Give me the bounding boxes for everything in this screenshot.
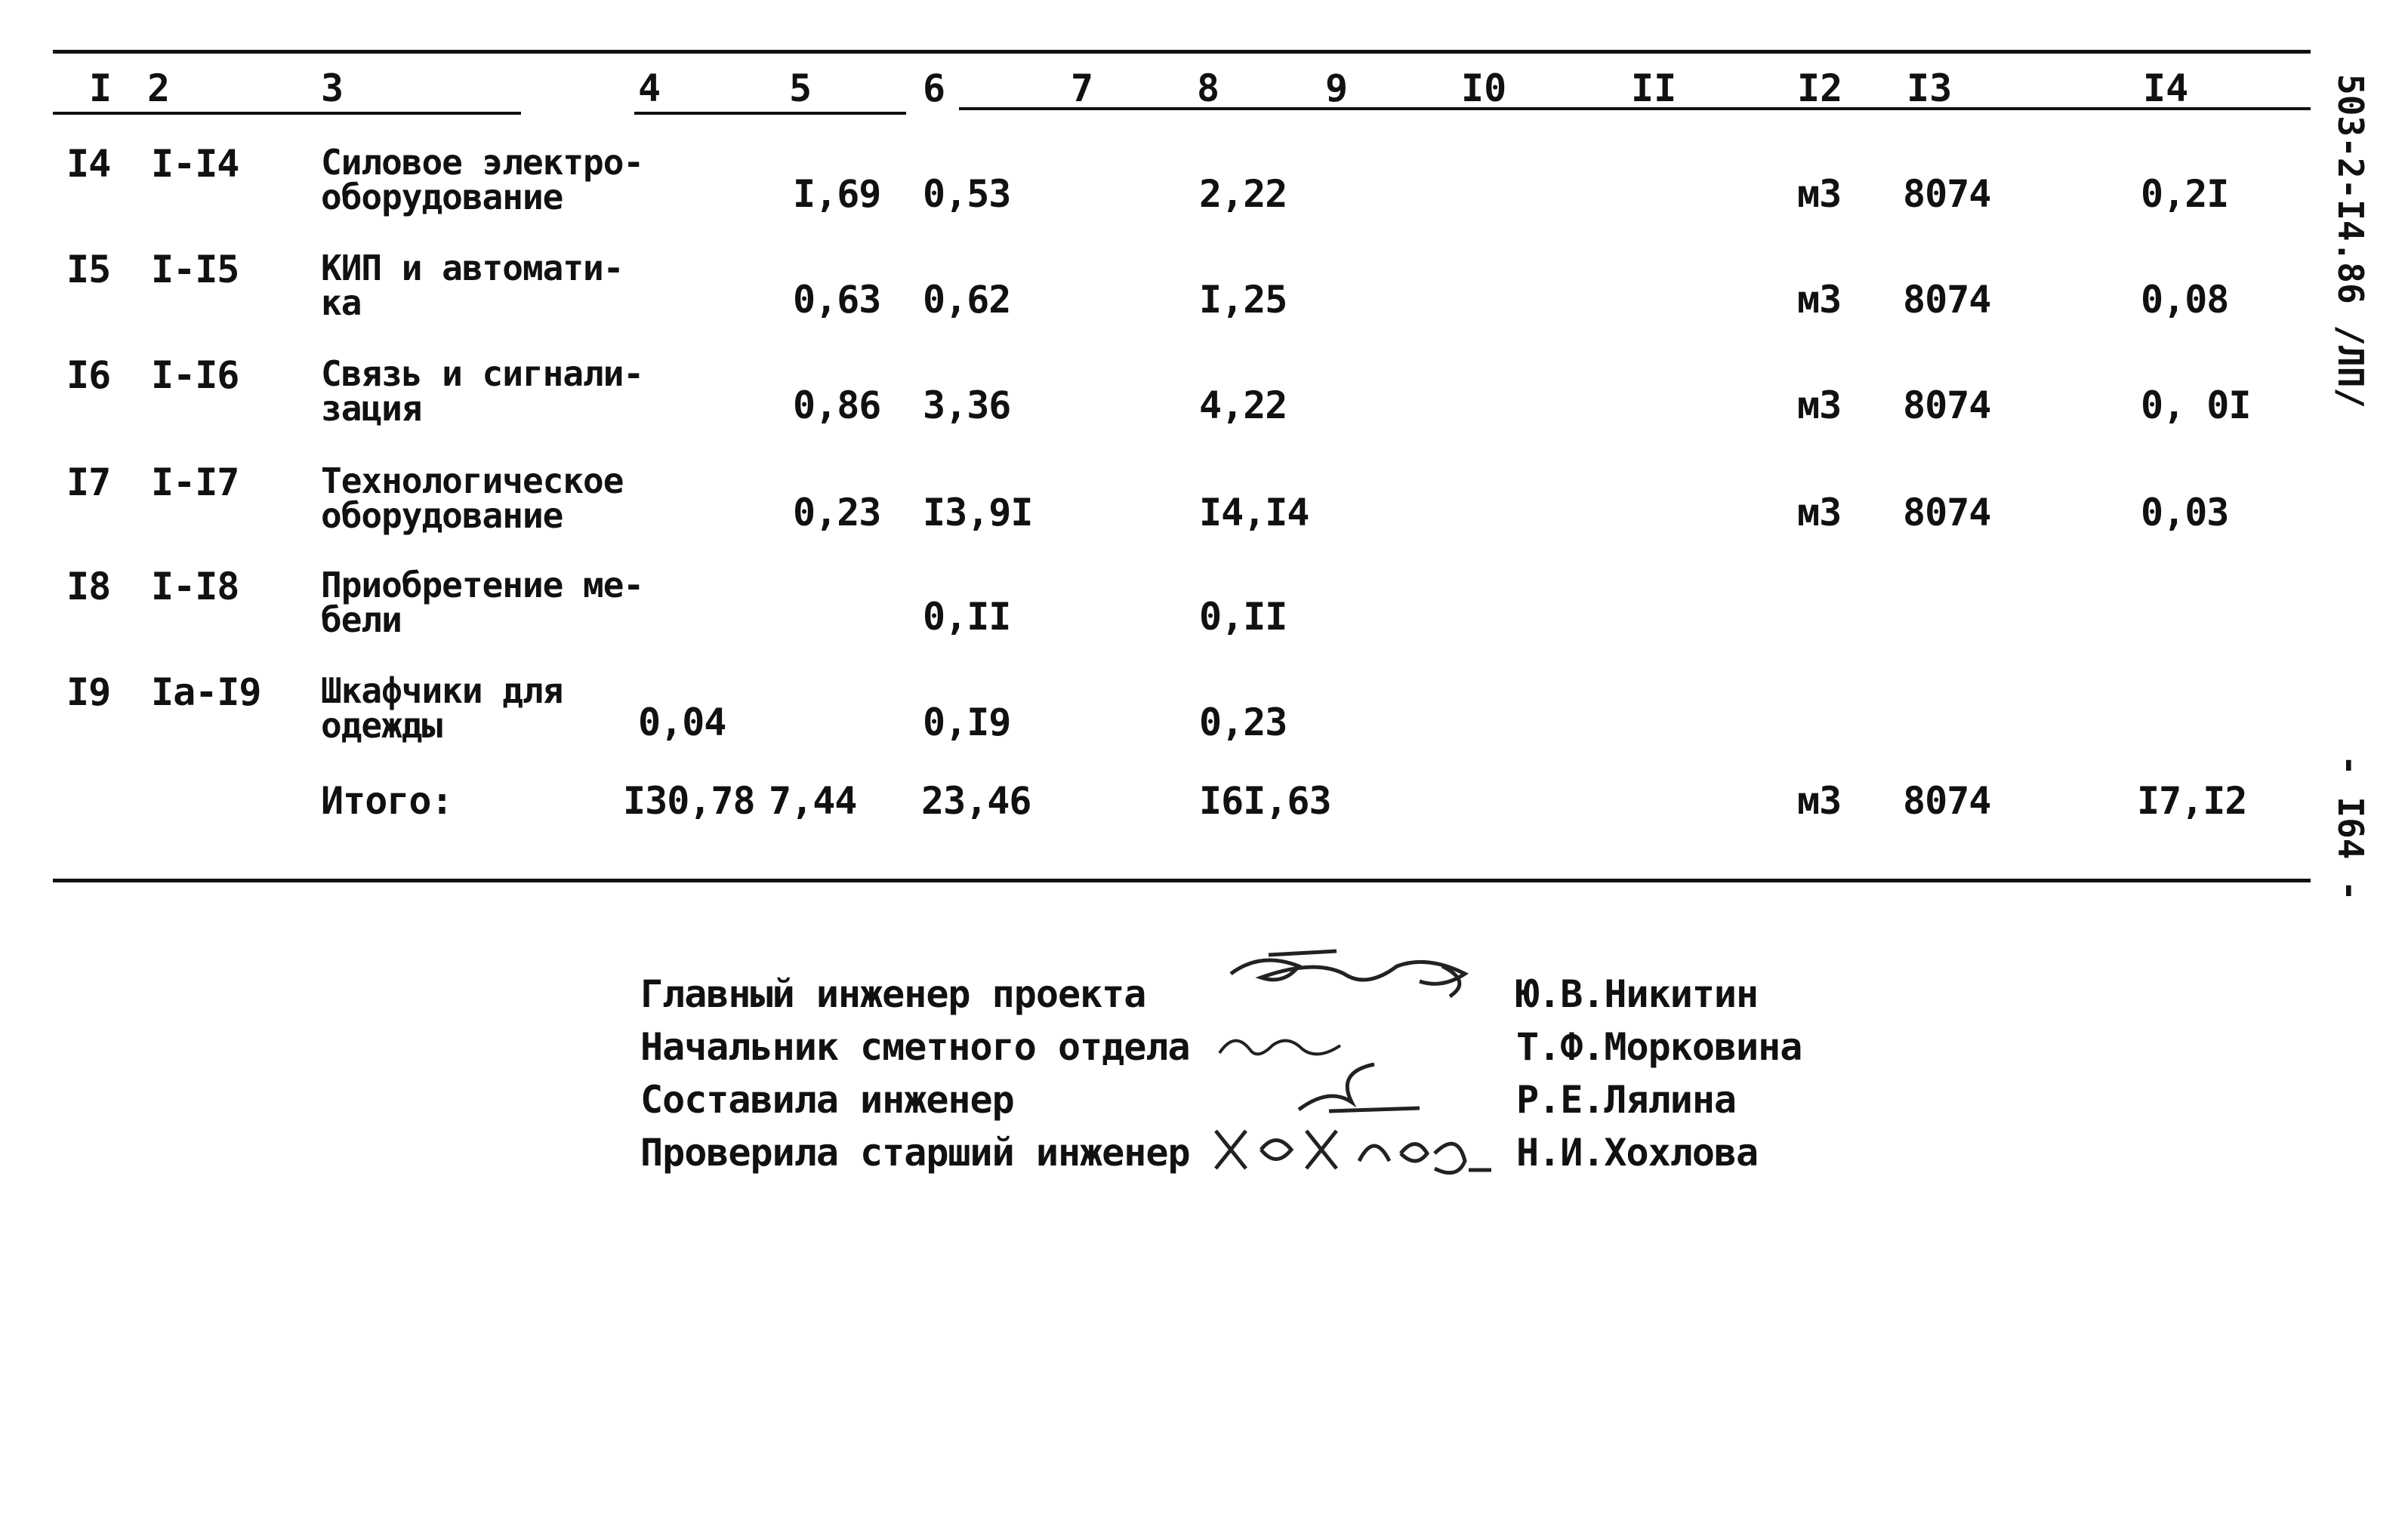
row-col13: 8074 — [1903, 383, 1991, 427]
total-col14: I7,I2 — [2137, 779, 2247, 823]
row-col5: 0,23 — [793, 491, 881, 534]
total-col6: 23,46 — [921, 779, 1031, 823]
row-col13: 8074 — [1903, 278, 1991, 322]
total-col8: I6I,63 — [1199, 779, 1331, 823]
column-header: 2 — [147, 66, 171, 110]
row-col8: 0,II — [1199, 595, 1287, 639]
row-col14: 0,03 — [2141, 491, 2229, 534]
row-code: I-I8 — [151, 565, 239, 608]
row-description-line1: КИП и автомати- — [321, 248, 624, 288]
column-header: I4 — [2143, 66, 2189, 110]
row-col8: 2,22 — [1199, 172, 1287, 216]
row-col4: 0,04 — [638, 701, 726, 744]
row-description-line1: Силовое электро- — [321, 142, 644, 183]
row-col8: I,25 — [1199, 278, 1287, 322]
signature-role-senior-engineer: Проверила старший инженер — [640, 1131, 1190, 1175]
column-header: 5 — [789, 66, 812, 110]
total-col4: I30,78 — [623, 779, 755, 823]
signature-name-khokhlova: Н.И.Хохлова — [1516, 1131, 1759, 1175]
row-number: I5 — [66, 248, 111, 291]
row-code: I-I7 — [151, 460, 239, 504]
row-col6: 3,36 — [923, 383, 1011, 427]
row-description-line2: бели — [321, 599, 402, 640]
row-col6: 0,II — [923, 595, 1011, 639]
row-description-line1: Приобретение ме- — [321, 565, 644, 605]
row-code: I-I6 — [151, 353, 239, 397]
row-col13: 8074 — [1903, 491, 1991, 534]
row-col8: 4,22 — [1199, 383, 1287, 427]
total-col13: 8074 — [1903, 779, 1991, 823]
row-number: I4 — [66, 142, 111, 186]
column-header: I2 — [1797, 66, 1843, 110]
total-col5: 7,44 — [769, 779, 857, 823]
column-header: 3 — [321, 66, 344, 110]
row-description-line1: Связь и сигнали- — [321, 353, 644, 394]
signature-role-engineer: Составила инженер — [640, 1078, 1014, 1122]
signature-role-head-estimates: Начальник сметного отдела — [640, 1025, 1190, 1069]
row-description-line1: Шкафчики для — [321, 670, 563, 711]
row-col12: м3 — [1797, 491, 1842, 534]
row-description-line2: оборудование — [321, 177, 563, 217]
row-number: I9 — [66, 670, 111, 714]
column-header: II — [1631, 66, 1677, 110]
row-description-line2: зация — [321, 388, 422, 429]
row-col8: 0,23 — [1199, 701, 1287, 744]
handwritten-signature-lyalina — [1284, 1057, 1435, 1125]
bottom-rule — [53, 879, 2311, 882]
row-number: I8 — [66, 565, 111, 608]
signature-role-chief-engineer: Главный инженер проекта — [640, 972, 1146, 1016]
row-col13: 8074 — [1903, 172, 1991, 216]
handwritten-signature-khokhlova — [1208, 1116, 1495, 1184]
column-header: 8 — [1197, 66, 1220, 110]
row-col12: м3 — [1797, 278, 1842, 322]
row-code: I-I4 — [151, 142, 239, 186]
row-col6: I3,9I — [923, 491, 1033, 534]
row-description-line1: Технологическое — [321, 460, 624, 501]
column-header: 4 — [638, 66, 661, 110]
total-label: Итого: — [321, 779, 453, 823]
column-header: 6 — [923, 66, 946, 110]
signature-name-lyalina: Р.Е.Лялина — [1516, 1078, 1737, 1122]
page-number: - I64 - — [2330, 755, 2371, 901]
row-code: I-I5 — [151, 248, 239, 291]
row-number: I6 — [66, 353, 111, 397]
row-col5: 0,86 — [793, 383, 881, 427]
column-header: I — [89, 66, 113, 110]
row-col12: м3 — [1797, 383, 1842, 427]
row-col6: 0,53 — [923, 172, 1011, 216]
row-col12: м3 — [1797, 172, 1842, 216]
column-header: I3 — [1907, 66, 1953, 110]
document-code: 503-2-I4.86 /ЛП/ — [2330, 74, 2371, 409]
row-col14: 0, 0I — [2141, 383, 2251, 427]
row-col5: 0,63 — [793, 278, 881, 322]
row-col14: 0,08 — [2141, 278, 2229, 322]
row-description-line2: оборудование — [321, 495, 563, 536]
row-col6: 0,I9 — [923, 701, 1011, 744]
signature-name-nikitin: Ю.В.Никитин — [1516, 972, 1759, 1016]
header-underline-mid — [634, 112, 906, 115]
row-description-line2: ка — [321, 282, 362, 323]
row-number: I7 — [66, 460, 111, 504]
row-code: Iа-I9 — [151, 670, 261, 714]
column-header: 9 — [1325, 66, 1349, 110]
handwritten-signature-nikitin — [1216, 944, 1488, 1012]
column-header: 7 — [1071, 66, 1094, 110]
row-col8: I4,I4 — [1199, 491, 1309, 534]
top-rule — [53, 50, 2311, 54]
signature-name-morkovina: Т.Ф.Морковина — [1516, 1025, 1802, 1069]
row-col6: 0,62 — [923, 278, 1011, 322]
header-underline-left — [53, 112, 521, 115]
row-description-line2: одежды — [321, 705, 442, 746]
row-col5: I,69 — [793, 172, 881, 216]
column-header: I0 — [1461, 66, 1507, 110]
total-col12: м3 — [1797, 779, 1842, 823]
row-col14: 0,2I — [2141, 172, 2229, 216]
